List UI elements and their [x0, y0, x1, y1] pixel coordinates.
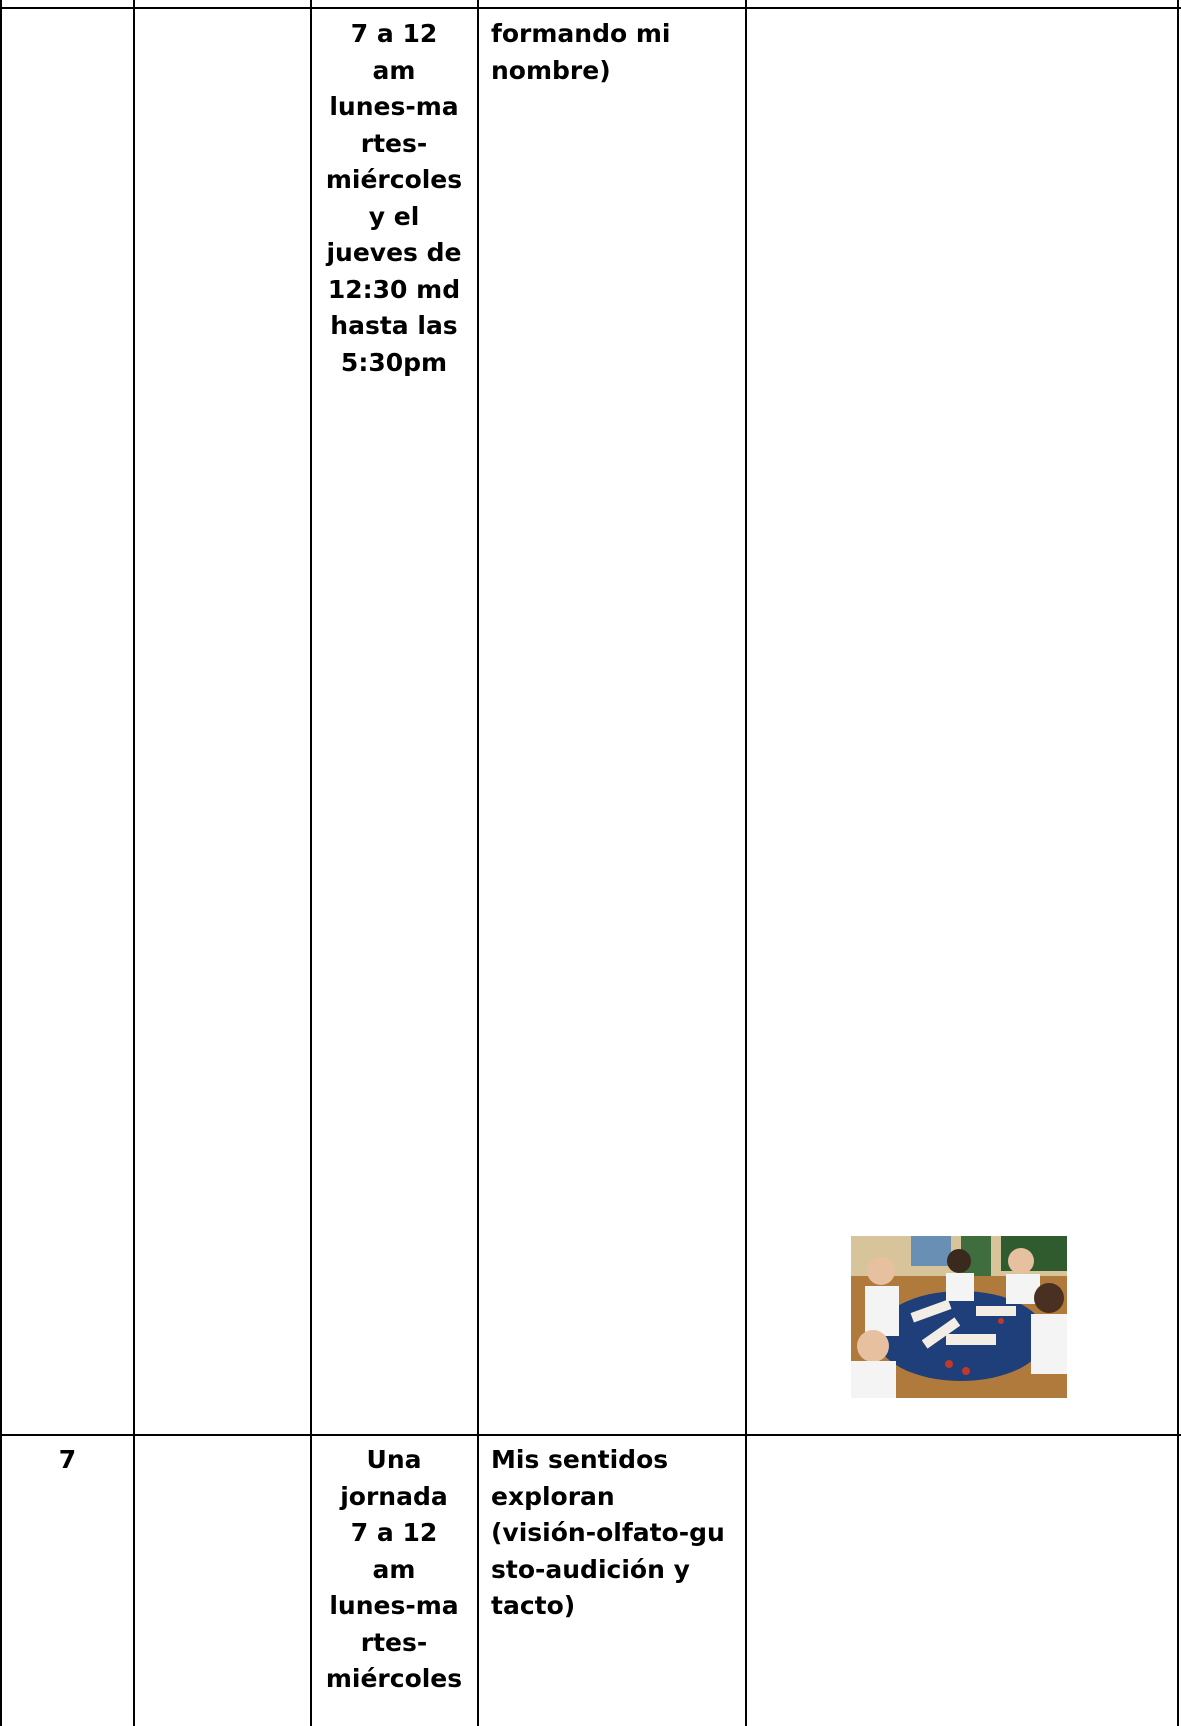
column-border	[477, 0, 479, 1726]
classroom-photo	[851, 1236, 1067, 1398]
column-border	[1177, 0, 1179, 1726]
column-border	[745, 0, 747, 1726]
column-border	[133, 0, 135, 1726]
schedule-cell: 7 a 12 am lunes-ma rtes- miércoles y el jueves de 12:30 md hasta las 5:30pm	[325, 19, 463, 377]
row-number-cell: 7	[58, 1445, 77, 1474]
activity-cell: formando mi nombre)	[491, 19, 671, 85]
schedule-cell: Una jornada 7 a 12 am lunes-ma rtes- miércoles	[325, 1445, 463, 1693]
row-divider	[0, 1434, 1181, 1436]
table-top-border	[0, 7, 1181, 9]
activity-cell: Mis sentidos exploran (visión-olfato-gu sto-audición y tacto)	[491, 1445, 725, 1620]
